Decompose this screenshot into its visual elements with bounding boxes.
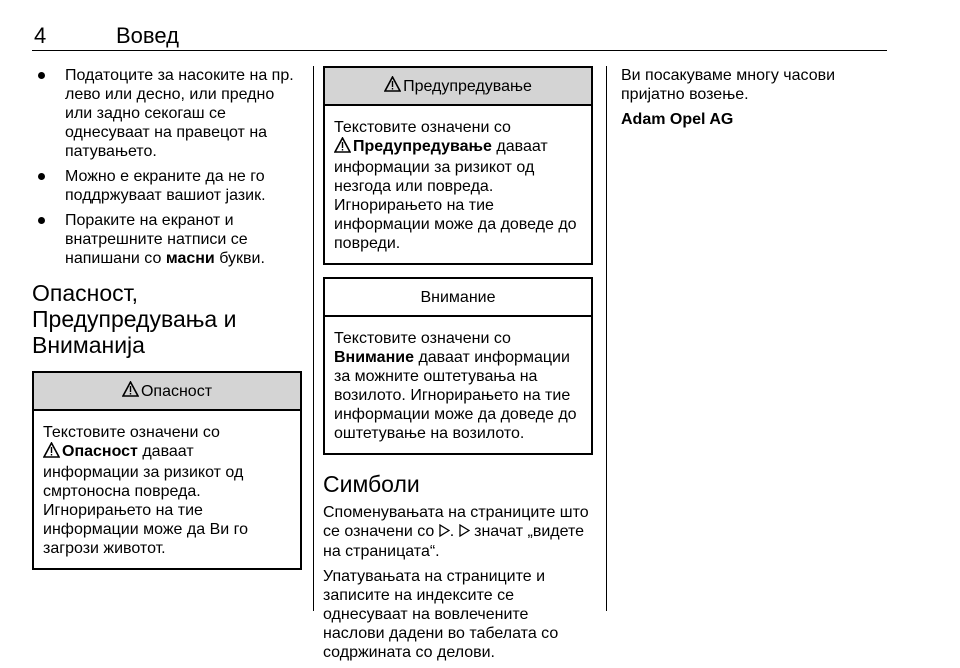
column-divider	[313, 66, 314, 611]
page-reference-arrow-icon	[459, 523, 470, 542]
bullet-dot-icon	[38, 217, 45, 224]
danger-box-body: Текстовите означени со Опасност даваат информации за ризикот од смртоносна повреда. Игнорирањето на тие информации може да Ви го загрози животот.	[43, 424, 248, 557]
symbols-paragraph: Споменувањата на страниците што се означени со . значат „видете на страницата“.	[323, 504, 589, 560]
caution-box	[323, 277, 593, 455]
danger-box-title: Опасност	[34, 373, 300, 411]
symbols-heading: Симболи	[323, 471, 420, 497]
list-item: Податоците за насоките на пр. лево или десно, или предно или задно секогаш се однесуваат на правецот на патувањето.	[32, 66, 302, 161]
page-header	[32, 20, 887, 51]
column-right	[621, 66, 891, 135]
column-left	[32, 66, 302, 582]
warning-box	[323, 66, 593, 265]
page-number: 4	[34, 23, 47, 48]
bullet-list	[32, 66, 302, 268]
bold-term: масни	[165, 250, 215, 267]
chapter-title: Вовед	[116, 23, 179, 48]
list-item: Можно е екраните да не го поддржуваат вашиот јазик.	[32, 167, 302, 205]
warning-triangle-icon	[384, 76, 401, 97]
index-paragraph: Упатувањата на страниците и записите на индексите се однесуваат на вовлечените наслови дадени во табелата со содржината со делови.	[323, 568, 559, 661]
column-divider	[606, 66, 607, 611]
company-signature: Adam Opel AG	[621, 111, 734, 128]
caution-box-title: Внимание	[325, 279, 591, 317]
caution-box-body: Текстовите означени со Внимание даваат информации за можните оштетувања на возилото. Игнорирањето на тие информации може да доведе до оштетување на возилото.	[334, 330, 577, 442]
warning-triangle-icon	[43, 442, 60, 463]
list-item: Пораките на екранот и внатрешните натписи се напишани со масни букви.	[32, 211, 302, 268]
bullet-dot-icon	[38, 72, 45, 79]
closing-paragraph: Ви посакуваме многу часови пријатно возење.	[621, 67, 836, 103]
section-heading: Опасност, Предупредувања и Внимaнија	[32, 280, 237, 358]
warning-triangle-icon	[334, 137, 351, 158]
danger-box	[32, 371, 302, 570]
column-middle	[323, 66, 593, 668]
page-reference-arrow-icon	[439, 523, 450, 542]
bullet-dot-icon	[38, 173, 45, 180]
warning-triangle-icon	[122, 381, 139, 402]
warning-box-body: Текстовите означени со Предупредување даваат информации за ризикот од незгода или повреда. Игнорирањето на тие информации може да доведе до повреди.	[334, 119, 577, 252]
warning-box-title: Предупредување	[325, 68, 591, 106]
